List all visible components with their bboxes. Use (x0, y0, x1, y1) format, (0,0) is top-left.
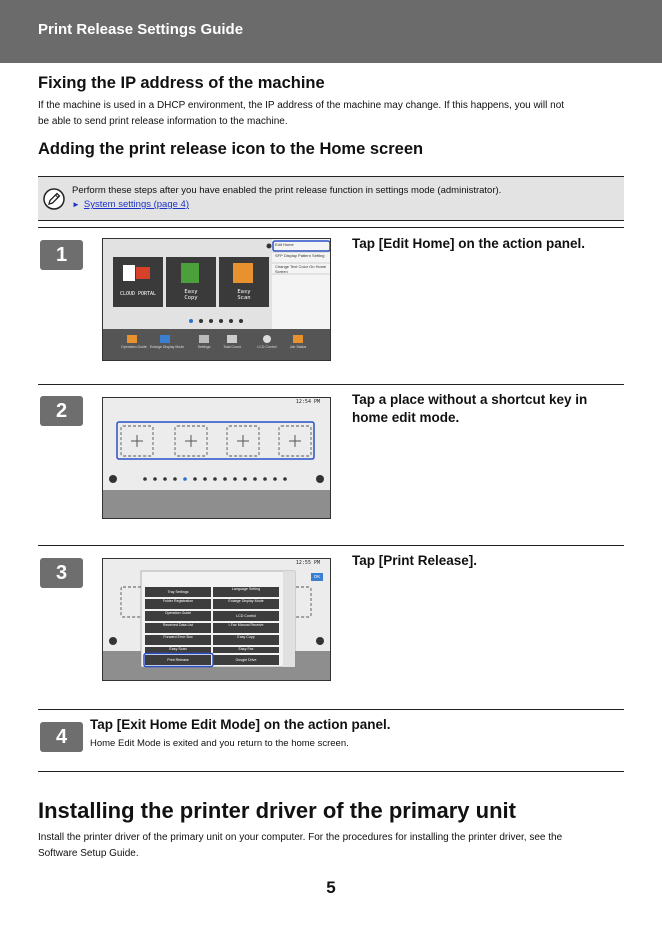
divider (38, 227, 624, 228)
note-link-row (72, 198, 501, 212)
divider (38, 384, 624, 385)
list-item: Language Setting (231, 587, 261, 591)
bottom-icon-label: Settings (197, 345, 211, 349)
clock-time: 12:54 PM (295, 399, 320, 405)
bottom-icon-label: Job Status (289, 345, 307, 349)
list-item: Received Data List (162, 623, 194, 627)
step-number: 1 (40, 240, 83, 270)
step-instruction: Tap [Print Release]. (352, 553, 478, 568)
list-item: Tray Settings (167, 590, 189, 594)
note-box (38, 176, 624, 221)
section-body-driver (38, 830, 628, 861)
shortcut-list-left (145, 587, 211, 665)
ok-button: OK (313, 574, 321, 579)
divider (38, 545, 624, 546)
note-text-block (72, 184, 501, 212)
section-title-print-release: Adding the print release icon to the Home screen (38, 140, 424, 158)
divider (38, 771, 624, 772)
divider (38, 709, 624, 710)
body-line: be able to send print release information to the machine. (38, 115, 288, 127)
list-item-print-release: Print Release (167, 658, 189, 662)
clock-time: 12:55 PM (295, 560, 320, 566)
list-item: Google Drive (235, 658, 257, 662)
step-line: home edit mode. (352, 410, 460, 425)
menu-item-edit-home: Edit Home (275, 242, 294, 247)
screen-shortcut-list (102, 558, 331, 681)
list-item: I-Fax Manual Receive (228, 623, 264, 627)
arrow-right-icon: ► (72, 200, 80, 209)
bottom-icon-label: Total Count (223, 345, 241, 349)
screen-home (102, 238, 331, 361)
list-item: Enlarge Display Mode (228, 599, 264, 603)
screen-edit-mode (102, 397, 331, 519)
note-text: Perform these steps after you have enabled the print release function in settings mode (administrator). (72, 185, 502, 196)
edit-mode-illustration (103, 398, 330, 518)
bottom-icon-label: LCD Control (257, 345, 277, 349)
body-line: If the machine is used in a DHCP environment, the IP address of the machine may change. If this happens, you will not (38, 100, 565, 111)
tile-label: Easy Scan (237, 289, 251, 301)
step-instruction (352, 391, 624, 427)
list-item: Folder Registration (162, 599, 194, 603)
page-number: 5 (326, 878, 336, 897)
header-title: Print Release Settings Guide (38, 21, 244, 38)
tile-label: Easy Copy (184, 289, 198, 301)
list-item: Easy Scan (169, 647, 187, 651)
step-instruction: Tap [Exit Home Edit Mode] on the action panel. (90, 717, 391, 732)
section-body-ip (38, 98, 628, 129)
bottom-icon-label: Enlarge Display Mode (149, 345, 185, 349)
bottom-icon-label: Operation Guide (121, 345, 147, 349)
step-number: 3 (40, 558, 83, 588)
body-line: Software Setup Guide. (38, 847, 139, 859)
step-number: 4 (40, 722, 83, 752)
list-item: Easy Copy (237, 635, 255, 639)
step-detail: Home Edit Mode is exited and you return to the home screen. (90, 738, 349, 749)
list-item: Operation Guide (164, 611, 192, 615)
section-title-ip: Fixing the IP address of the machine (38, 74, 325, 92)
system-settings-link[interactable]: System settings (page 4) (83, 199, 189, 210)
page-header (0, 0, 662, 63)
section-title-driver: Installing the printer driver of the primary unit (38, 798, 516, 823)
body-line: Install the printer driver of the primary unit on your computer. For the procedures for installing the printer driver, see the (38, 832, 563, 843)
menu-item: Change Text Color On Home Screen (275, 264, 327, 274)
list-item: LCD Control (236, 614, 256, 618)
step-instruction: Tap [Edit Home] on the action panel. (352, 236, 586, 251)
list-item: Forward Error Box (163, 635, 193, 639)
tile-label: CLOUD PORTAL (119, 291, 157, 297)
list-item: Easy Fax (238, 647, 254, 651)
pencil-circle-icon (43, 188, 65, 210)
step-line: Tap a place without a shortcut key in (352, 392, 588, 407)
step-number: 2 (40, 396, 83, 426)
shortcut-list-right (213, 587, 279, 665)
menu-item: SFP Display Pattern Setting (275, 253, 325, 258)
